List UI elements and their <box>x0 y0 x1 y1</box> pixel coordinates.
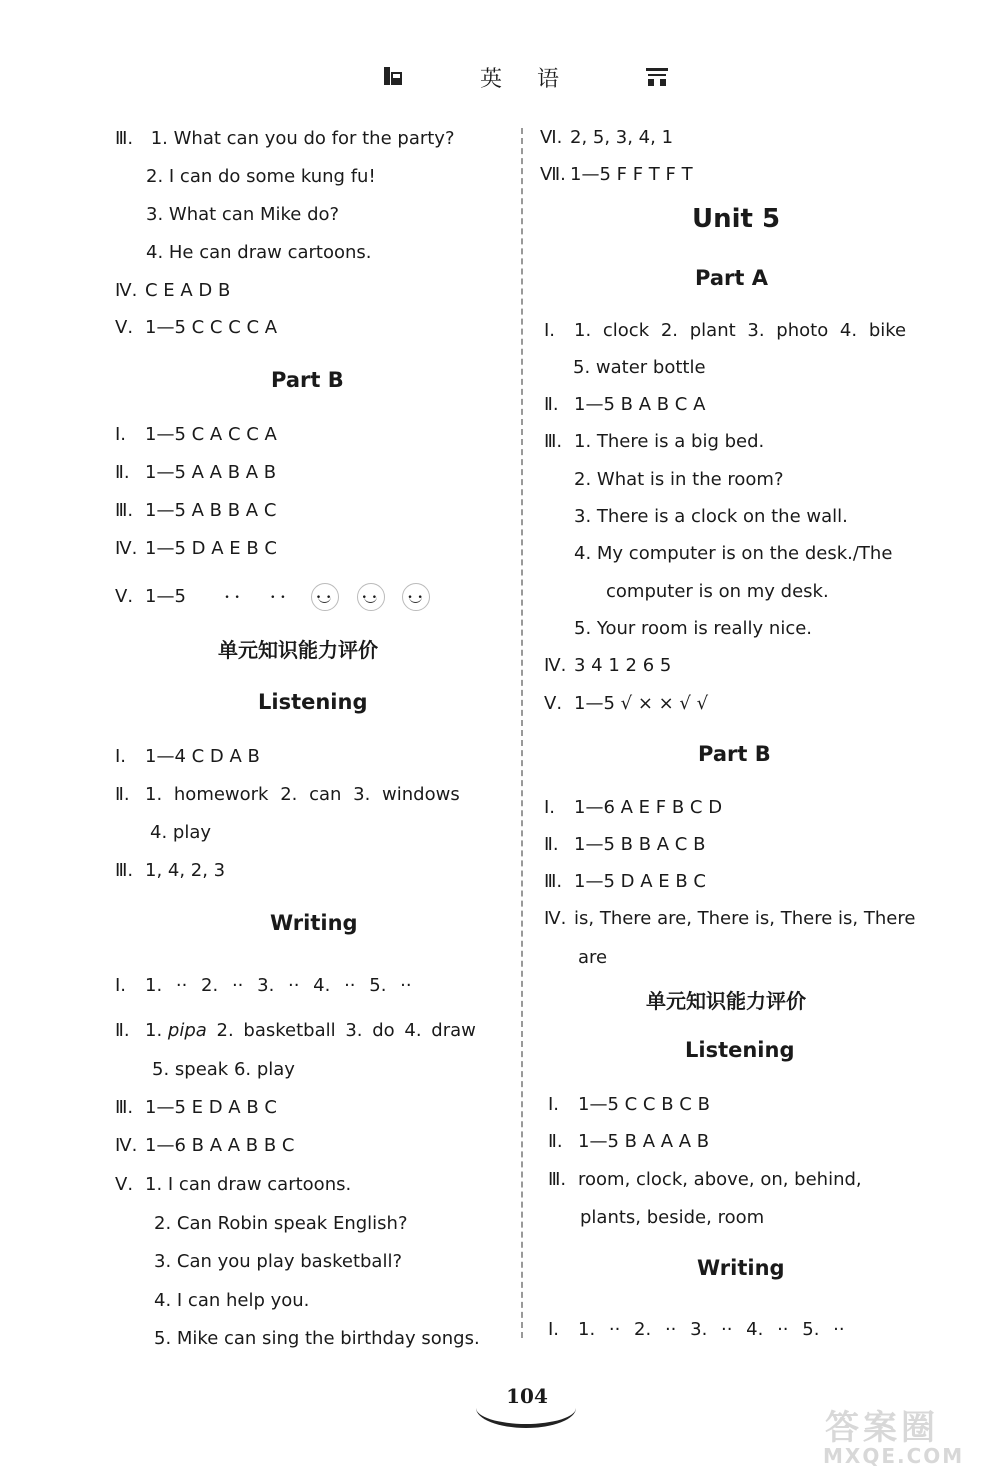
face-icon <box>265 583 293 611</box>
section-heading: Part B <box>698 742 771 766</box>
section-heading: Writing <box>270 911 358 935</box>
answer-line: 4. I can help you. <box>154 1290 310 1311</box>
answer-line: Ⅲ. 1—5 A B B A C <box>115 500 277 521</box>
answer-line: computer is on my desk. <box>606 581 829 602</box>
section-heading: Listening <box>685 1038 795 1062</box>
answer-line: Ⅴ. 1. I can draw cartoons. <box>115 1174 352 1195</box>
answer-line: Ⅱ. 1—5 B A A A B <box>548 1131 710 1152</box>
answer-line: Ⅱ. 1. homework 2. can 3. windows <box>115 784 460 805</box>
answer-line: Ⅳ. 1—6 B A A B B C <box>115 1135 295 1156</box>
answer-line: 5. water bottle <box>573 357 706 378</box>
watermark-text: 答案圈 <box>825 1408 939 1448</box>
answer-line: Ⅴ. 1—5 • • • • • • • • • • <box>115 583 442 611</box>
answer-line: Ⅰ. 1. clock 2. plant 3. photo 4. bike <box>544 320 907 341</box>
answer-line: Ⅳ. C E A D B <box>115 280 231 301</box>
answer-line: 4. My computer is on the desk./The <box>574 543 893 564</box>
smiley-face-icon <box>357 583 385 611</box>
answer-line: Ⅵ. 2, 5, 3, 4, 1 <box>540 127 674 148</box>
page-number: 104 <box>506 1384 548 1408</box>
watermark-url: MXQE.COM <box>823 1444 965 1468</box>
answer-line: 4. He can draw cartoons. <box>146 242 372 263</box>
smiley-face-icon <box>311 583 339 611</box>
book-logo-icon <box>382 64 404 88</box>
answer-line: Ⅳ. is, There are, There is, There is, There <box>544 908 916 929</box>
answer-line: 5. speak 6. play <box>152 1059 295 1080</box>
answer-line: Ⅰ. 1. ·· 2. ·· 3. ·· 4. ·· 5. ·· <box>115 975 412 996</box>
answer-line: 4. play <box>150 822 212 843</box>
answer-line: Ⅰ. 1—5 C C B C B <box>548 1094 710 1115</box>
answer-line: Ⅳ. 1—5 D A E B C <box>115 538 277 559</box>
page-number-badge <box>472 1378 582 1428</box>
section-heading: Part B <box>271 368 344 392</box>
answer-line: Ⅲ. 1. There is a big bed. <box>544 431 765 452</box>
answer-line: Ⅴ. 1—5 √ × × √ √ <box>544 693 709 714</box>
unit-heading: Unit 5 <box>692 204 781 234</box>
face-icon <box>219 583 247 611</box>
watermark-logo <box>815 1400 985 1470</box>
answer-line: 5. Your room is really nice. <box>574 618 813 639</box>
answer-line: Ⅲ. room, clock, above, on, behind, <box>548 1169 862 1190</box>
answer-line: 2. What is in the room? <box>574 469 784 490</box>
answer-line: Ⅲ. 1—5 D A E B C <box>544 871 706 892</box>
answer-line: Ⅴ. 1—5 C C C C A <box>115 317 278 338</box>
section-heading: 单元知识能力评价 <box>218 638 378 662</box>
answer-line: Ⅰ. 1—5 C A C C A <box>115 424 277 445</box>
answer-line: Ⅱ. 1—5 A A B A B <box>115 462 277 483</box>
grade-logo-icon <box>645 66 669 88</box>
page-header <box>0 58 1000 98</box>
answer-line: are <box>578 947 608 968</box>
answer-line: 3. Can you play basketball? <box>154 1251 403 1272</box>
section-heading: Writing <box>697 1256 785 1280</box>
answer-line: Ⅲ. 1, 4, 2, 3 <box>115 860 226 881</box>
answer-line: Ⅰ. 1. ·· 2. ·· 3. ·· 4. ·· 5. ·· <box>548 1319 845 1340</box>
section-heading: 单元知识能力评价 <box>646 989 806 1013</box>
section-heading: Listening <box>258 690 368 714</box>
answer-line: Ⅳ. 3 4 1 2 6 5 <box>544 655 672 676</box>
subject-title: 英 语 <box>480 67 573 92</box>
answer-line: 3. What can Mike do? <box>146 204 340 225</box>
answer-line: Ⅰ. 1—4 C D A B <box>115 746 260 767</box>
answer-line: Ⅲ. 1—5 E D A B C <box>115 1097 277 1118</box>
answer-line: 5. Mike can sing the birthday songs. <box>154 1328 480 1349</box>
answer-line: Ⅲ. 1. What can you do for the party? <box>115 128 455 149</box>
answer-line: 2. I can do some kung fu! <box>146 166 376 187</box>
column-divider <box>521 128 523 1338</box>
answer-line: Ⅱ. 1—5 B A B C A <box>544 394 706 415</box>
answer-line: Ⅱ. 1. pipa 2. basketball 3. do 4. draw <box>115 1020 476 1041</box>
section-heading: Part A <box>695 266 768 290</box>
answer-line: plants, beside, room <box>580 1207 765 1228</box>
answer-line: Ⅰ. 1—6 A E F B C D <box>544 797 723 818</box>
answer-line: Ⅱ. 1—5 B B A C B <box>544 834 706 855</box>
smiley-face-icon <box>402 583 430 611</box>
answer-line: Ⅶ. 1—5 F F T F T <box>540 164 693 185</box>
answer-line: 3. There is a clock on the wall. <box>574 506 848 527</box>
answer-line: 2. Can Robin speak English? <box>154 1213 408 1234</box>
